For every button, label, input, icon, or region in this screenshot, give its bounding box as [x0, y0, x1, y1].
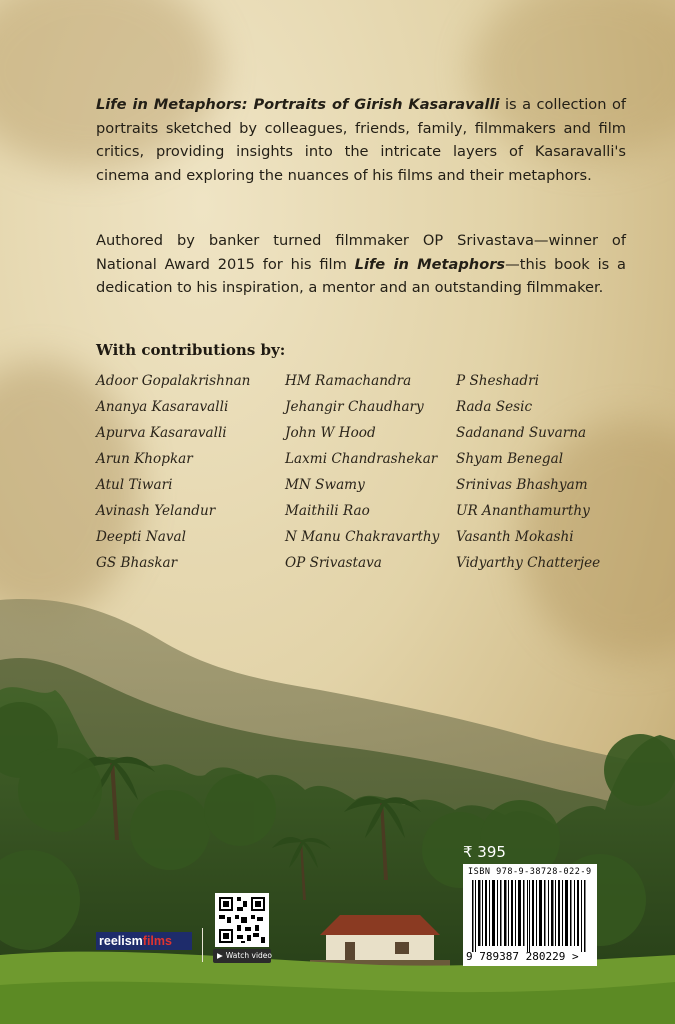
isbn-barcode	[463, 864, 597, 966]
logo-divider	[202, 928, 203, 962]
contributor-name: John W Hood	[285, 425, 376, 441]
contributor-name: Vasanth Mokashi	[456, 529, 574, 545]
contributor-name: Jehangir Chaudhary	[285, 399, 424, 415]
barcode-digits: 9 789387 280229 >	[466, 950, 579, 963]
description-text-1: is a collection of portraits sketched by colleagues, friends, family, filmmakers and film critics, providing insights into the intricate layers of Kasaravalli's cinema and exploring the nuances of his films and their metaphors.	[96, 96, 627, 184]
contributor-name: Arun Khopkar	[96, 451, 193, 467]
contributor-name: Laxmi Chandrashekar	[285, 451, 438, 467]
watch-video-label: Watch video	[225, 951, 273, 960]
contributor-name: Apurva Kasaravalli	[96, 425, 227, 441]
publisher-logo	[96, 932, 192, 950]
contributor-name: Avinash Yelandur	[96, 503, 216, 519]
contributions-heading: With contributions by:	[96, 341, 286, 359]
contributor-name: Ananya Kasaravalli	[96, 399, 229, 415]
contributor-name: Shyam Benegal	[456, 451, 564, 467]
contributor-name: GS Bhaskar	[96, 555, 178, 571]
contributor-name: HM Ramachandra	[285, 373, 412, 389]
contributor-name: Maithili Rao	[285, 503, 370, 519]
qr-code-icon	[215, 893, 269, 947]
contributor-name: Vidyarthy Chatterjee	[456, 555, 601, 571]
book-title: Life in Metaphors: Portraits of Girish Kasaravalli	[96, 96, 500, 113]
watch-video-button[interactable]	[213, 949, 271, 963]
logo-main-text: reelism	[99, 934, 143, 948]
price-label: ₹ 395	[463, 843, 506, 861]
contributor-name: MN Swamy	[285, 477, 365, 493]
description-text-2a: Authored by banker turned filmmaker OP Srivastava—winner of National Award 2015 for his film	[96, 232, 626, 273]
isbn-number: ISBN 978-9-38728-022-9	[468, 867, 592, 877]
contributor-name: Sadanand Suvarna	[456, 425, 587, 441]
contributor-name: UR Ananthamurthy	[456, 503, 590, 519]
play-icon: ▶	[217, 951, 223, 960]
contributor-name: P Sheshadri	[456, 373, 539, 389]
contributor-name: Srinivas Bhashyam	[456, 477, 588, 493]
film-title: Life in Metaphors	[354, 255, 506, 273]
description-text-2b: —this book is a dedication to his inspiration, a mentor and an outstanding filmmaker.	[96, 255, 627, 296]
logo-accent-text: films	[142, 934, 172, 948]
contributor-name: Rada Sesic	[456, 399, 533, 415]
contributor-name: Deepti Naval	[96, 529, 186, 545]
qr-code[interactable]	[215, 893, 269, 947]
contributor-name: OP Srivastava	[285, 555, 382, 571]
contributor-name: Atul Tiwari	[96, 477, 173, 493]
contributor-name: Adoor Gopalakrishnan	[96, 373, 251, 389]
contributor-name: N Manu Chakravarthy	[285, 529, 440, 545]
